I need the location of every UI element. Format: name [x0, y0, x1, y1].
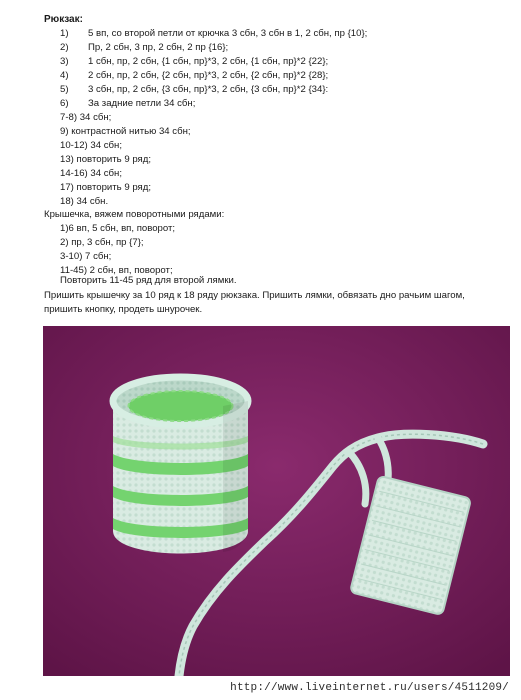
step-row: 1) 5 вп, со второй петли от крючка 3 сбн, 3 сбн в 1, 2 сбн, пр {10}; [60, 28, 368, 39]
row-item: 14-16) 34 сбн; [60, 168, 122, 179]
crochet-photo [43, 326, 510, 676]
lid-row: 1)6 вп, 5 сбн, вп, поворот; [60, 223, 176, 234]
step-row: 2) Пр, 2 сбн, 3 пр, 2 сбн, 2 пр {16}; [60, 42, 229, 53]
step-row: 6) За задние петли 34 сбн; [60, 98, 196, 109]
repeat-note: Повторить 11-45 ряд для второй лямки. [60, 275, 237, 286]
row-item: 10-12) 34 сбн; [60, 140, 122, 151]
row-item: 7-8) 34 сбн; [60, 112, 112, 123]
watermark-url: http://www.liveinternet.ru/users/4511209/ [230, 682, 509, 694]
step-row: 4) 2 сбн, пр, 2 сбн, {2 сбн, пр}*3, 2 сбн, {2 сбн, пр}*2 {28}; [60, 70, 329, 81]
final-instructions-line: Пришить крышечку за 10 ряд к 18 ряду рюкзака. Пришить лямки, обвязать дно рачьим шагом, [44, 290, 465, 301]
lid-row: 3-10) 7 сбн; [60, 251, 112, 262]
row-item: 18) 34 сбн. [60, 196, 109, 207]
lid-title: Крышечка, вяжем поворотными рядами: [44, 209, 225, 220]
step-row: 3) 1 сбн, пр, 2 сбн, {1 сбн, пр}*3, 2 сбн, {1 сбн, пр}*2 {22}; [60, 56, 329, 67]
section-title: Рюкзак: [44, 14, 83, 25]
final-instructions-line: пришить кнопку, продеть шнурочек. [44, 304, 203, 315]
lid-row: 2) пр, 3 сбн, пр {7}; [60, 237, 144, 248]
lid-row: 11-45) 2 сбн, вп, поворот; [60, 265, 173, 276]
row-item: 17) повторить 9 ряд; [60, 182, 152, 193]
row-item: 9) контрастной нитью 34 сбн; [60, 126, 191, 137]
step-row: 5) 3 сбн, пр, 2 сбн, {3 сбн, пр}*3, 2 сбн, {3 сбн, пр}*2 {34}: [60, 84, 329, 95]
crochet-backpack-body [113, 377, 248, 554]
row-item: 13) повторить 9 ряд; [60, 154, 152, 165]
